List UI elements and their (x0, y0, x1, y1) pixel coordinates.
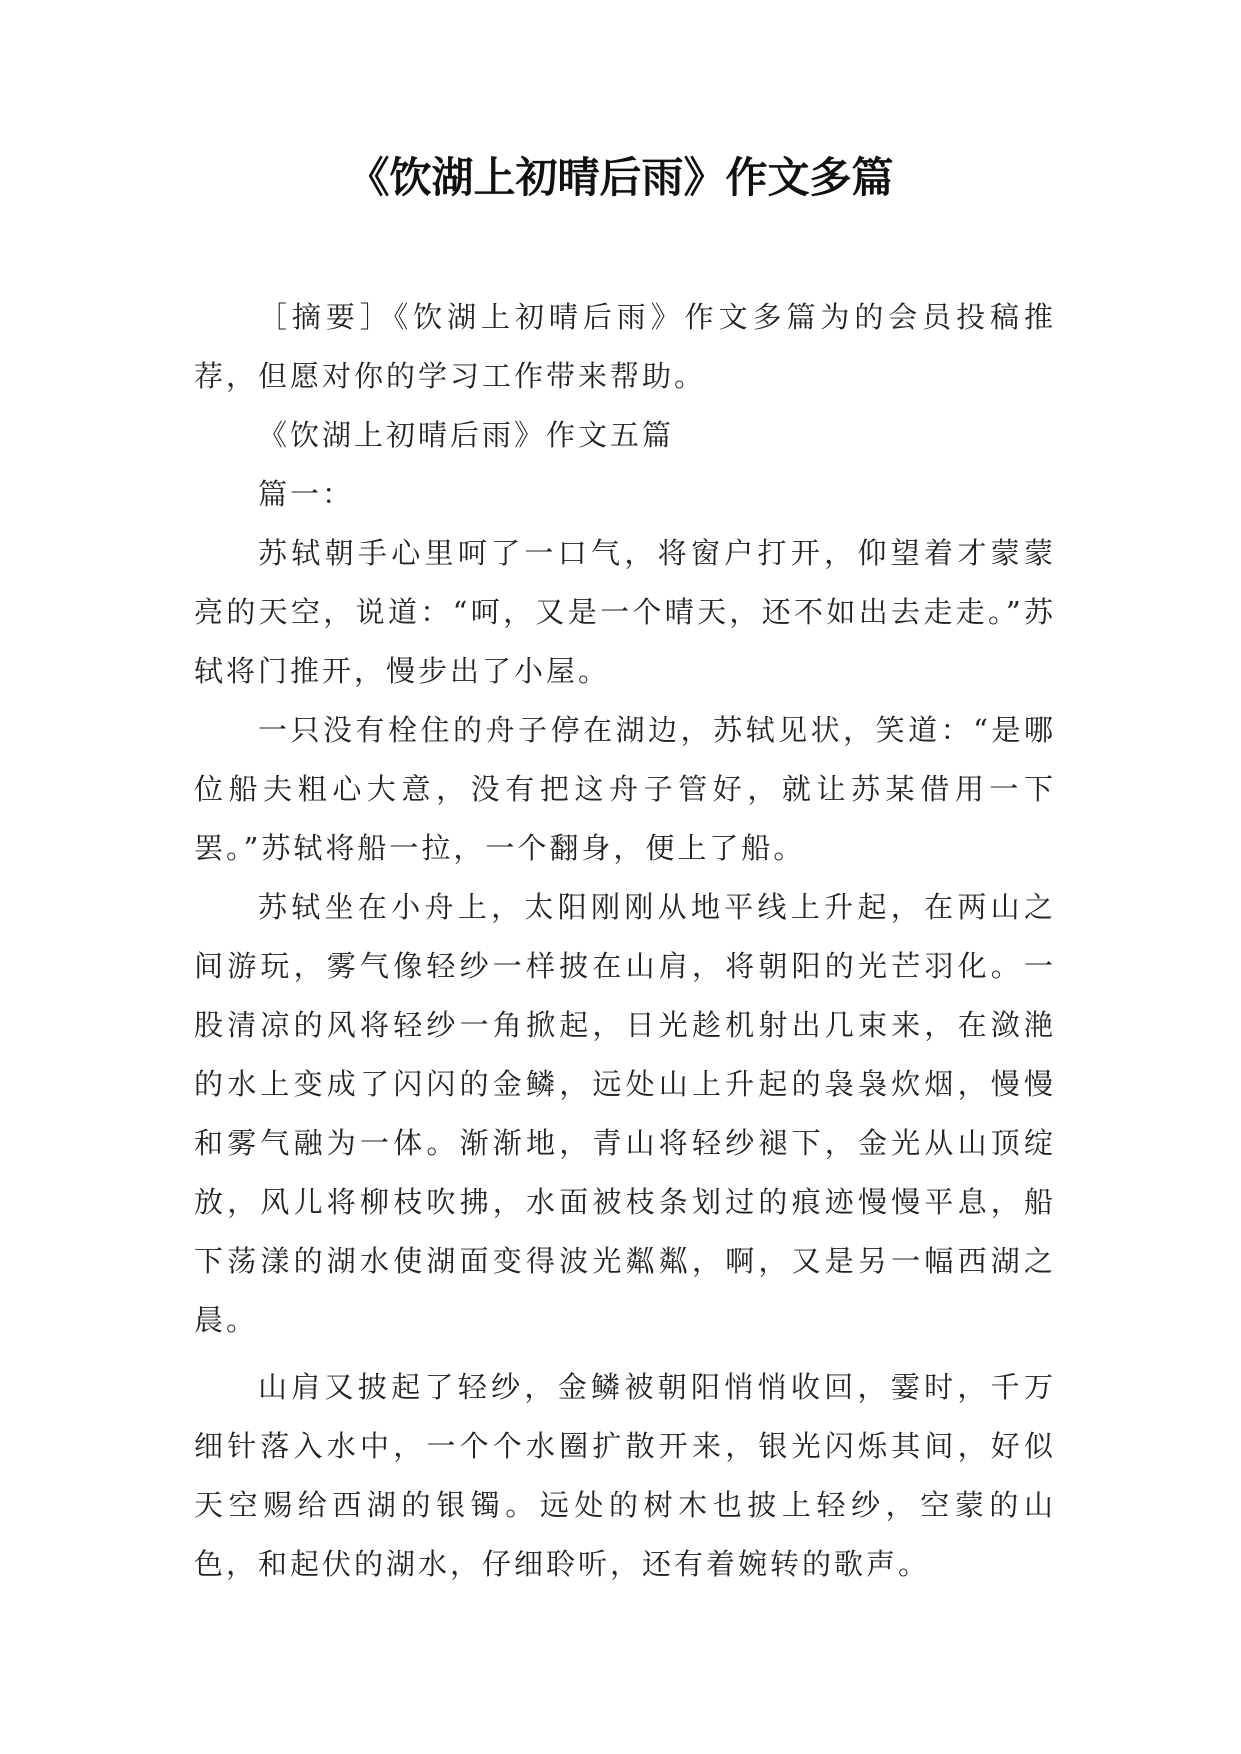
body-paragraph: 山肩又披起了轻纱，金鳞被朝阳悄悄收回，霎时，千万细针落入水中，一个个水圈扩散开来，银光闪烁其间，好似天空赐给西湖的银镯。远处的树木也披上轻纱，空蒙的山色，和起伏的湖水，仔细聆听，还有着婉转的歌声。 (194, 1370, 1056, 1581)
document-body (194, 288, 1056, 1594)
document-title: 《饮湖上初晴后雨》作文多篇 (347, 153, 894, 202)
body-paragraph: 苏轼朝手心里呵了一口气，将窗户打开，仰望着才蒙蒙亮的天空，说道：“呵，又是一个晴天，还不如出去走走。”苏轼将门推开，慢步出了小屋。 (194, 536, 1056, 688)
section-heading: 《饮湖上初晴后雨》作文五篇 (258, 418, 675, 452)
body-paragraph: 苏轼坐在小舟上，太阳刚刚从地平线上升起，在两山之间游玩，雾气像轻纱一样披在山肩，将朝阳的光芒羽化。一股清凉的风将轻纱一角掀起，日光趁机射出几束来，在潋滟的水上变成了闪闪的金鳞，远处山上升起的袅袅炊烟，慢慢和雾气融为一体。渐渐地，青山将轻纱褪下，金光从山顶绽放，风儿将柳枝吹拂，水面被枝条划过的痕迹慢慢平息，船下荡漾的湖水使湖面变得波光粼粼，啊，又是另一幅西湖之晨。 (194, 890, 1056, 1337)
body-paragraph: 一只没有栓住的舟子停在湖边，苏轼见状，笑道：“是哪位船夫粗心大意，没有把这舟子管好，就让苏某借用一下罢。”苏轼将船一拉，一个翻身，便上了船。 (194, 713, 1056, 865)
abstract-paragraph: ［摘要］《饮湖上初晴后雨》作文多篇为的会员投稿推荐，但愿对你的学习工作带来帮助。 (194, 300, 1056, 393)
part-label: 篇一： (258, 477, 355, 511)
